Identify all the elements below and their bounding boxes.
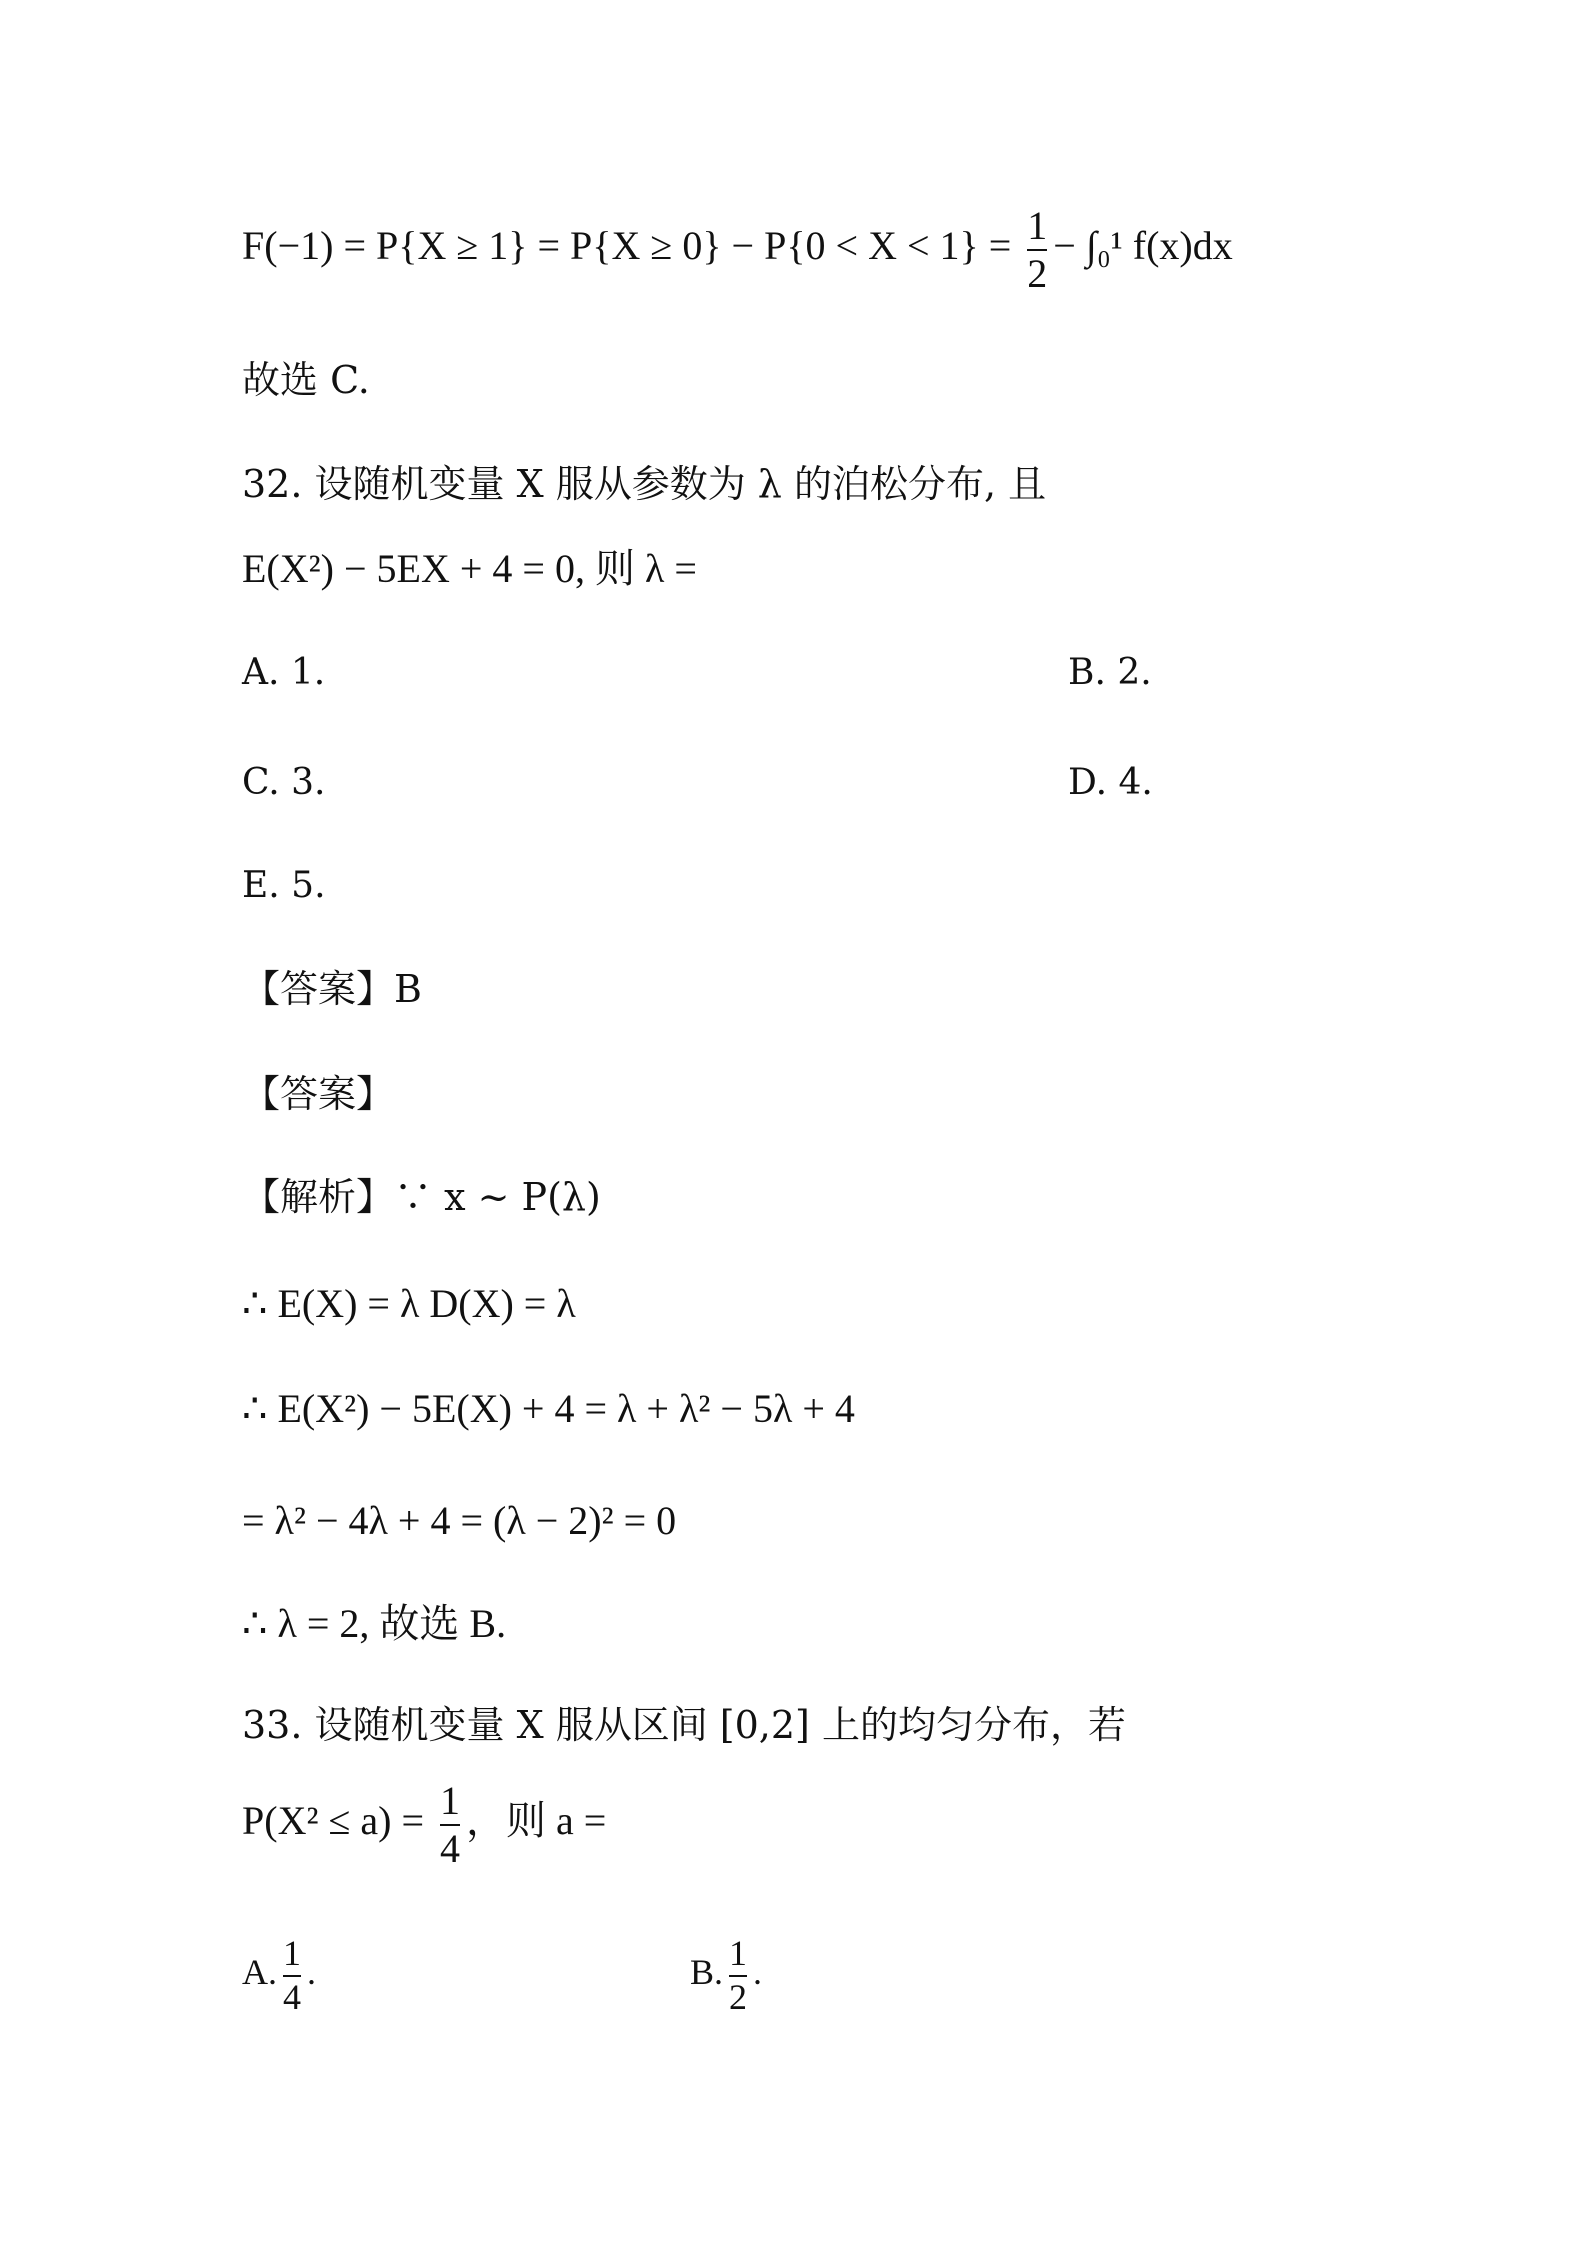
- q33-stem-line2: [242, 1780, 606, 1870]
- q32-option-e: E. 5.: [242, 865, 326, 906]
- option-label: A.: [242, 1952, 277, 1993]
- q32-step3: = λ² − 4λ + 4 = (λ − 2)² = 0: [242, 1498, 677, 1543]
- q33-fraction: [440, 1780, 460, 1870]
- fraction-denominator: 4: [440, 1826, 461, 1871]
- formula-line-f: [242, 205, 1233, 295]
- fraction-numerator: 1: [283, 1933, 301, 1973]
- select-c-line: 故选 C.: [242, 358, 370, 402]
- q32-step1: ∴ E(X) = λ D(X) = λ: [242, 1281, 576, 1326]
- q33-stem-line1: 33. 设随机变量 X 服从区间 [0,2] 上的均匀分布，若: [242, 1703, 1126, 1747]
- q32-stem-line2: E(X²) − 5EX + 4 = 0, 则 λ =: [242, 546, 697, 591]
- formula-f-head: F(−1) = P{X ≥ 1} = P{X ≥ 0} − P{0 < X < 1} =: [242, 223, 1022, 269]
- q32-option-c: C. 3.: [242, 762, 326, 803]
- q32-option-a: A. 1.: [242, 652, 326, 693]
- q33-option-b: B. $\frac{1}{2}$ .: [690, 1933, 763, 2017]
- formula-f-fraction: [1027, 205, 1047, 295]
- option-b-fraction: [729, 1935, 747, 2017]
- fraction-numerator: 1: [440, 1778, 461, 1823]
- q32-option-b: B. 2.: [1068, 652, 1152, 693]
- q32-step4: ∴ λ = 2, 故选 B.: [242, 1601, 507, 1646]
- fraction-numerator: 1: [729, 1933, 748, 1973]
- q33-stem-pre: P(X² ≤ a) =: [242, 1798, 435, 1844]
- q32-answer-repeat: 【答案】: [242, 1072, 395, 1116]
- q33-option-a: A. $\frac{1}{4}$ .: [242, 1933, 316, 2017]
- fraction-denominator: 4: [283, 1976, 301, 2017]
- q32-option-d: D. 4.: [1068, 762, 1153, 803]
- q32-answer: 【答案】B: [242, 967, 422, 1011]
- formula-f-tail: − ∫₀¹ f(x)dx: [1053, 223, 1233, 269]
- option-a-fraction: [283, 1935, 301, 2017]
- q32-stem-line1: 32. 设随机变量 X 服从参数为 λ 的泊松分布, 且: [242, 462, 1047, 506]
- q33-stem-post: ，则 a =: [466, 1798, 607, 1844]
- q32-step2: ∴ E(X²) − 5E(X) + 4 = λ + λ² − 5λ + 4: [242, 1386, 855, 1431]
- q32-analysis: 【解析】∵ x ~ P(λ): [242, 1175, 601, 1219]
- fraction-denominator: 2: [1027, 251, 1048, 296]
- fraction-numerator: 1: [1027, 203, 1048, 248]
- option-label: B.: [690, 1952, 724, 1993]
- fraction-denominator: 2: [729, 1976, 748, 2017]
